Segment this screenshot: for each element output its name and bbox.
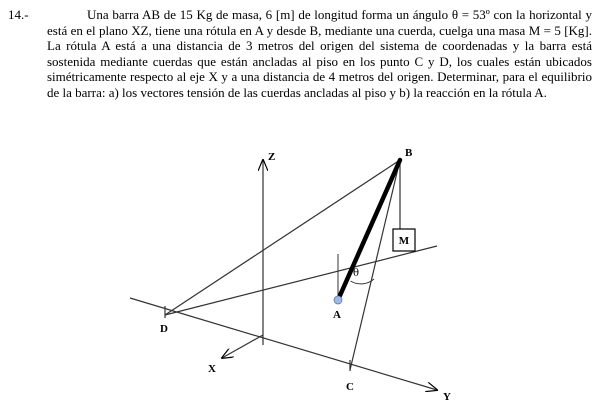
label-b: B <box>405 147 413 159</box>
label-x: X <box>208 363 216 375</box>
label-c: C <box>346 381 354 393</box>
problem-text: Una barra AB de 15 Kg de masa, 6 [m] de longitud forma un ángulo θ = 53º con la horizontal y está en el plano XZ, tiene una rótula en A y desde B, mediante una cuerda, cuelga una masa M = 5 [Kg]. La rótula A está a una distancia de 3 metros del origen del sistema de coordenadas y la barra está sostenida mediante cuerdas que están ancladas al piso en los punto C y D, los cuales están ubicados simétricamente respecto al eje X y a una distancia de 4 metros del origen. Determinar, para el equilibrio de la barra: a) los vectores tensión de las cuerdas ancladas al piso y b) la reacción en la rótula A. <box>47 7 592 100</box>
label-a: A <box>333 309 341 321</box>
rope-bc <box>350 160 400 370</box>
problem-number: 14.- <box>8 7 29 22</box>
label-d: D <box>160 323 168 335</box>
label-m: M <box>398 235 410 247</box>
label-z: Z <box>268 151 276 163</box>
label-theta: θ <box>353 268 360 279</box>
x-axis <box>222 335 263 358</box>
floor-line <box>165 246 437 315</box>
ball-joint-a <box>334 296 342 304</box>
label-y: Y <box>443 391 451 403</box>
